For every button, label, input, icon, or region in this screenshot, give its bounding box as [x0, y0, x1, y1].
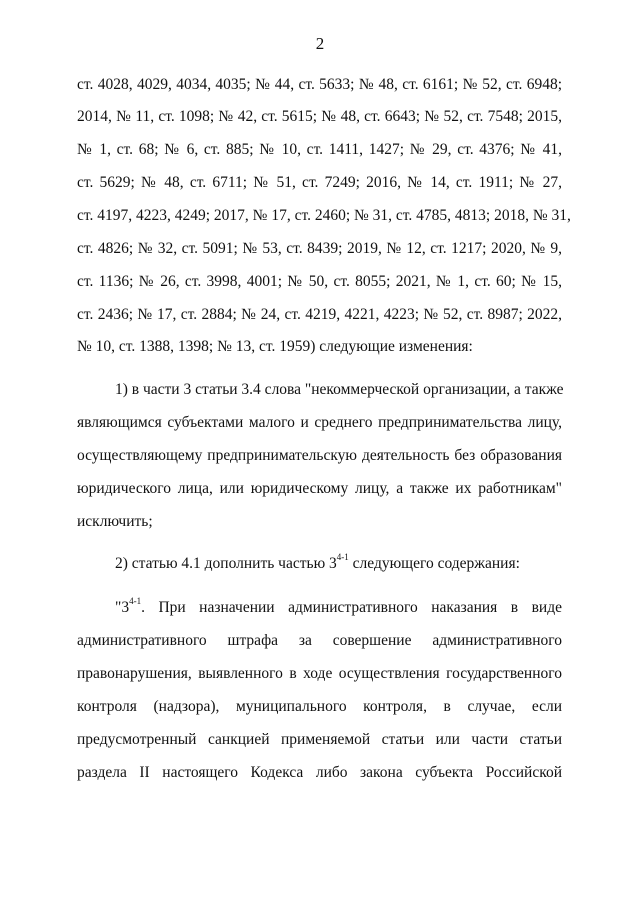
text-line: предусмотренный санкцией применяемой статьи или части статьи	[77, 731, 562, 748]
text-line: ст. 4197, 4223, 4249; 2017, № 17, ст. 2460; № 31, ст. 4785, 4813; 2018, № 31,	[77, 207, 571, 224]
text-line: ст. 5629; № 48, ст. 6711; № 51, ст. 7249; 2016, № 14, ст. 1911; № 27,	[77, 174, 562, 191]
text-fragment: "3	[115, 599, 130, 616]
text-line: осуществляющему предпринимательскую деятельность без образования	[77, 447, 562, 464]
text-line: юридического лица, или юридическому лицу, а также их работникам"	[77, 480, 562, 497]
text-fragment	[115, 595, 562, 616]
text-line: 1) в части 3 статьи 3.4 слова "некоммерческой организации, а также	[115, 381, 564, 398]
text-line: контроля (надзора), муниципального контроля, в случае, если	[77, 698, 562, 715]
text-line: № 1, ст. 68; № 6, ст. 885; № 10, ст. 1411, 1427; № 29, ст. 4376; № 41,	[77, 141, 562, 158]
text-fragment: . При назначении административного наказания в виде	[141, 599, 562, 616]
text-line: № 10, ст. 1388, 1398; № 13, ст. 1959) следующие изменения:	[77, 338, 473, 355]
text-line: раздела II настоящего Кодекса либо закона субъекта Российской	[77, 764, 562, 781]
text-line: ст. 1136; № 26, ст. 3998, 4001; № 50, ст. 8055; 2021, № 1, ст. 60; № 15,	[77, 273, 562, 290]
text-line: 2014, № 11, ст. 1098; № 42, ст. 5615; № 48, ст. 6643; № 52, ст. 7548; 2015,	[77, 108, 562, 125]
text-line: ст. 4826; № 32, ст. 5091; № 53, ст. 8439; 2019, № 12, ст. 1217; 2020, № 9,	[77, 240, 562, 257]
text-line: ст. 4028, 4029, 4034, 4035; № 44, ст. 5633; № 48, ст. 6161; № 52, ст. 6948;	[77, 76, 562, 93]
superscript: 4-1	[336, 551, 349, 562]
text-line: правонарушения, выявленного в ходе осуществления государственного	[77, 665, 562, 682]
text-fragment: 2) статью 4.1 дополнить частью 3	[115, 555, 337, 572]
superscript: 4-1	[129, 595, 142, 606]
text-line: являющимся субъектами малого и среднего предпринимательства лицу,	[77, 414, 562, 431]
text-line	[115, 551, 562, 574]
text-line: ст. 2436; № 17, ст. 2884; № 24, ст. 4219, 4221, 4223; № 52, ст. 8987; 2022,	[77, 306, 562, 323]
text-line	[115, 595, 562, 618]
text-line: административного штрафа за совершение административного	[77, 632, 562, 649]
page-number: 2	[315, 34, 325, 53]
text-line: исключить;	[77, 513, 153, 530]
text-fragment: следующего содержания:	[352, 555, 520, 572]
